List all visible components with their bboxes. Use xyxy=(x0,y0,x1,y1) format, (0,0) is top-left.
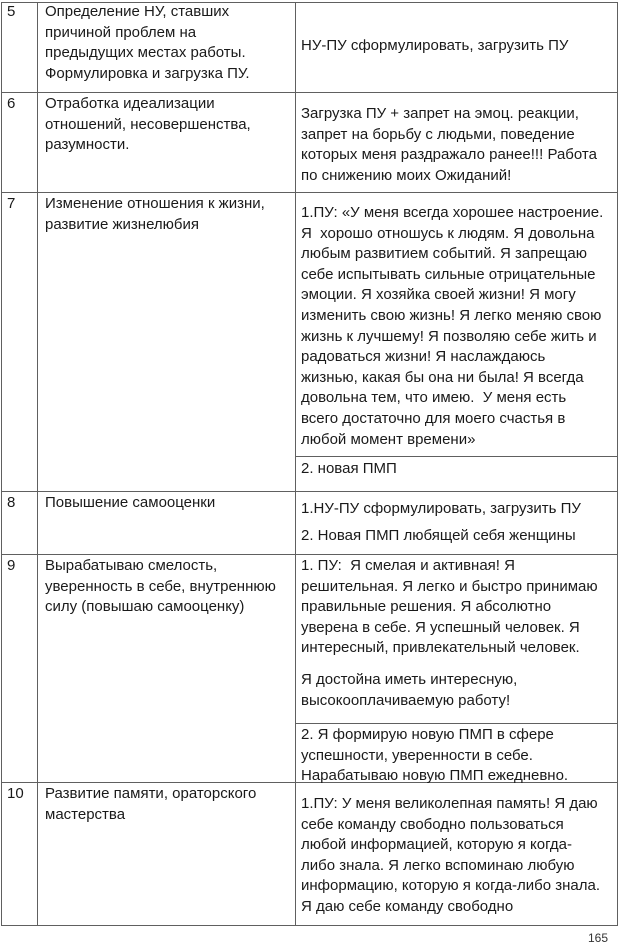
action-cell: 1. ПУ: Я смелая и активная! Я решительная. Я легко и быстро принимаю правильные решения. Я абсолютно уверена в себе. Я успешный человек. Я интересный, привлекательный человек. xyxy=(301,557,598,657)
col-divider xyxy=(617,2,618,926)
col-divider xyxy=(295,2,296,926)
col-divider xyxy=(1,2,2,926)
task-cell: Определение НУ, ставших причиной проблем на предыдущих местах работы. Формулировка и загрузка ПУ. xyxy=(45,3,250,82)
action-cell: 1.ПУ: У меня великолепная память! Я даю себе команду свободно пользоваться любой информацией, которую я когда- либо знала. Я легко вспоминаю любую информацию, которую я когда-либо знала. Я даю себе команду свободно xyxy=(301,795,601,915)
action-cell: 2. Я формирую новую ПМП в сфере успешности, уверенности в себе. Нарабатываю новую ПМП ежедневно. xyxy=(301,726,569,785)
row-number: 9 xyxy=(7,557,16,574)
row-number: 7 xyxy=(7,195,16,212)
row-divider xyxy=(1,491,617,492)
row-number: 5 xyxy=(7,3,16,20)
action-cell: Я достойна иметь интересную, высокооплачиваемую работу! xyxy=(301,671,518,709)
row-number: 6 xyxy=(7,95,16,112)
task-cell: Отработка идеализации отношений, несовершенства, разумности. xyxy=(45,95,251,154)
subrow-divider xyxy=(295,723,617,724)
action-cell: 2. Новая ПМП любящей себя женщины xyxy=(301,527,576,544)
row-divider xyxy=(1,192,617,193)
task-cell: Развитие памяти, ораторского мастерства xyxy=(45,785,257,823)
subrow-divider xyxy=(295,456,617,457)
action-cell: НУ-ПУ сформулировать, загрузить ПУ xyxy=(301,37,569,54)
task-cell: Повышение самооценки xyxy=(45,494,216,511)
row-divider xyxy=(1,92,617,93)
row-number: 8 xyxy=(7,494,16,511)
row-divider xyxy=(1,554,617,555)
task-cell: Вырабатываю смелость, уверенность в себе, внутреннюю силу (повышаю самооценку) xyxy=(45,557,276,616)
action-cell: 1.НУ-ПУ сформулировать, загрузить ПУ xyxy=(301,500,581,517)
action-cell: Загрузка ПУ + запрет на эмоц. реакции, запрет на борьбу с людьми, поведение которых меня раздражало ранее!!! Работа по снижению моих Ожиданий! xyxy=(301,105,597,184)
row-number: 10 xyxy=(7,785,24,802)
action-cell: 1.ПУ: «У меня всегда хорошее настроение. Я хорошо отношусь к людям. Я довольна любым развитием событий. Я запрещаю себе испытывать сильные отрицательные эмоции. Я хозяйка своей жизни! Я могу изменить свою жизнь! Я легко меняю свою жизнь к лучшему! Я позволяю себе жить и радоваться жизни! Я наслаждаюсь жизнью, какая бы она ни была! Я всегда довольна тем, что имею. У меня есть всего достаточно для моего счастья в любой момент времени» xyxy=(301,204,604,448)
col-divider xyxy=(37,2,38,926)
task-cell: Изменение отношения к жизни, развитие жизнелюбия xyxy=(45,195,265,233)
page-number: 165 xyxy=(587,931,608,945)
action-cell: 2. новая ПМП xyxy=(301,460,397,477)
row-divider xyxy=(1,925,617,926)
